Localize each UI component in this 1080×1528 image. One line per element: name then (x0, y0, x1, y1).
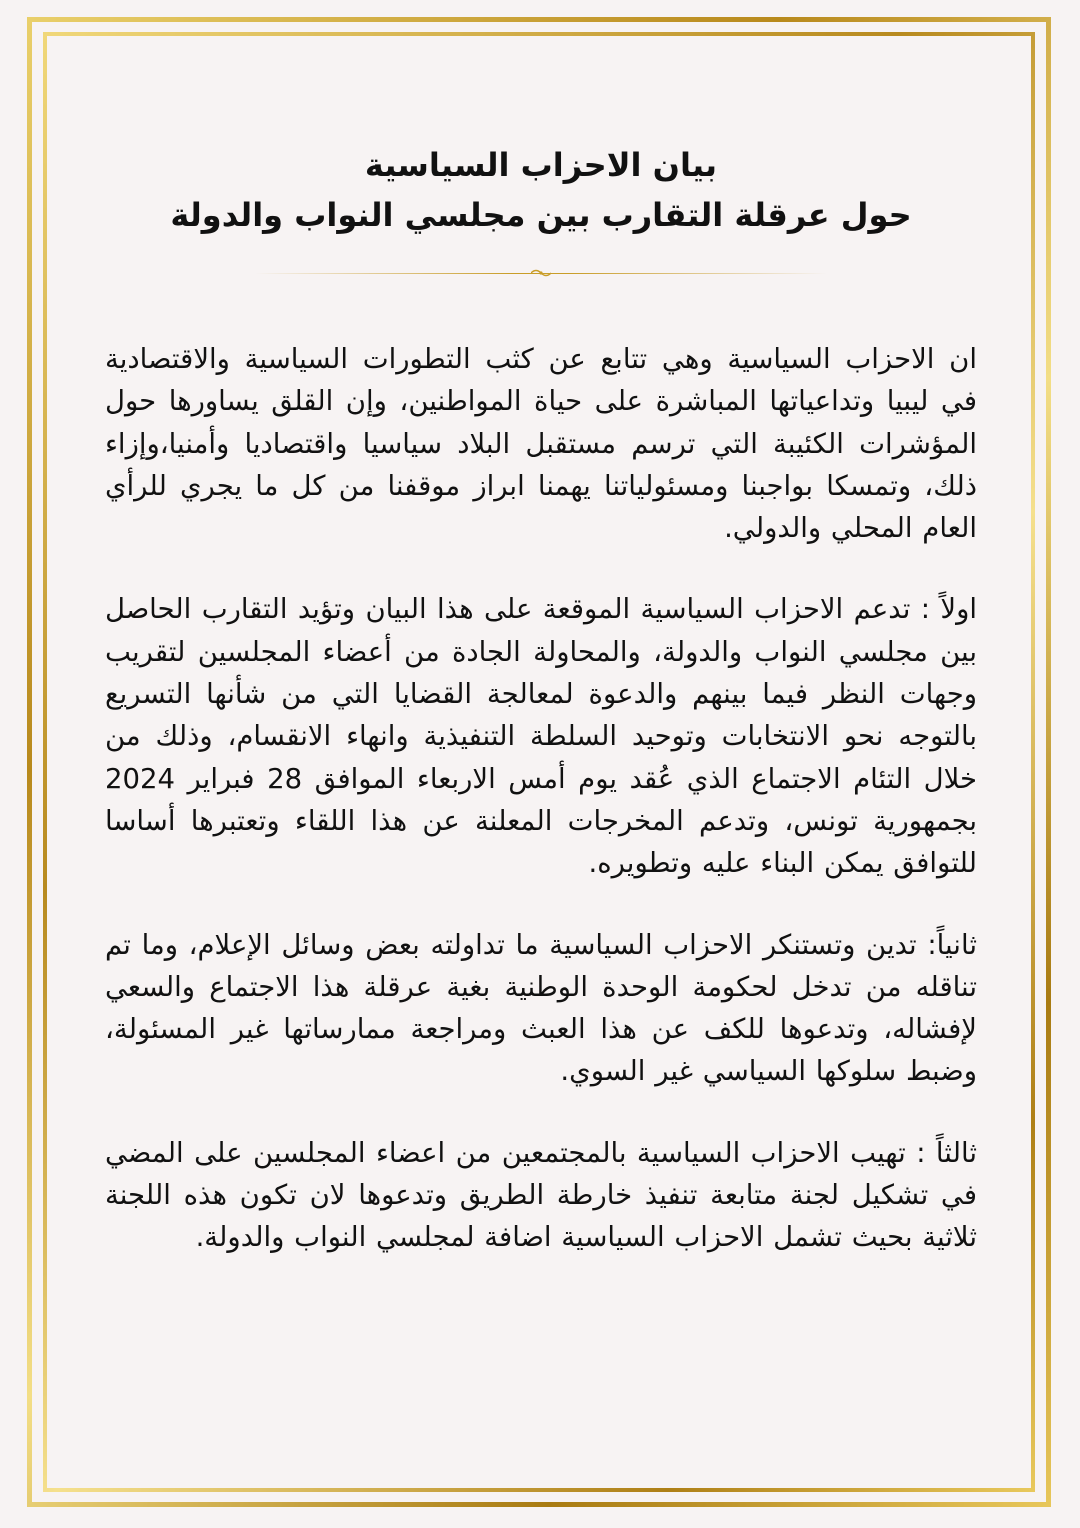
statement-body (105, 338, 977, 1259)
statement-content (105, 140, 977, 1298)
document-title (105, 140, 977, 240)
paragraph-third: ثالثاً : تهيب الاحزاب السياسية بالمجتمعين من اعضاء المجلسين على المضي في تشكيل لجنة متابعة تنفيذ خارطة الطريق وتدعوها لان تكون هذه اللجنة ثلاثية بحيث تشمل الاحزاب السياسية اضافة لمجلسي النواب والدولة. (105, 1136, 977, 1254)
title-line-1: بيان الاحزاب السياسية (364, 146, 718, 184)
title-line-2: حول عرقلة التقارب بين مجلسي النواب والدولة (170, 196, 912, 234)
paragraph-intro: ان الاحزاب السياسية وهي تتابع عن كثب التطورات السياسية والاقتصادية في ليبيا وتداعياتها المباشرة على حياة المواطنين، وإن القلق يساورها حول المؤشرات الكئيبة التي ترسم مستقبل البلاد سياسيا واقتصاديا وأمنيا،وإزاء ذلك، وتمسكا بواجبنا ومسئولياتنا يهمنا ابراز موقفنا من كل ما يجري للرأي العام المحلي والدولي. (105, 343, 977, 545)
gold-flourish-icon (531, 268, 551, 278)
paragraph-first: اولاً : تدعم الاحزاب السياسية الموقعة على هذا البيان وتؤيد التقارب الحاصل بين مجلسي النواب والدولة، والمحاولة الجادة من أعضاء المجلسين لتقريب وجهات النظر فيما بينهم والدعوة لمعالجة القضايا التي من شأنها التسريع بالتوجه نحو الانتخابات وتوحيد السلطة التنفيذية وانهاء الانقسام، وذلك من خلال التئام الاجتماع الذي عُقد يوم أمس الاربعاء الموافق 28 فبراير 2024 بجمهورية تونس، وتدعم المخرجات المعلنة عن هذا اللقاء وتعتبرها أساسا للتوافق يمكن البناء عليه وتطويره. (105, 593, 977, 880)
title-divider (255, 266, 827, 282)
paragraph-second: ثانياً: تدين وتستنكر الاحزاب السياسية ما تداولته بعض وسائل الإعلام، وما تم تناقله من تدخل لحكومة الوحدة الوطنية بغية عرقلة هذا الاجتماع والسعي لإفشاله، وتدعوها للكف عن هذا العبث ومراجعة ممارساتها غير المسئولة، وضبط سلوكها السياسي غير السوي. (105, 928, 977, 1088)
